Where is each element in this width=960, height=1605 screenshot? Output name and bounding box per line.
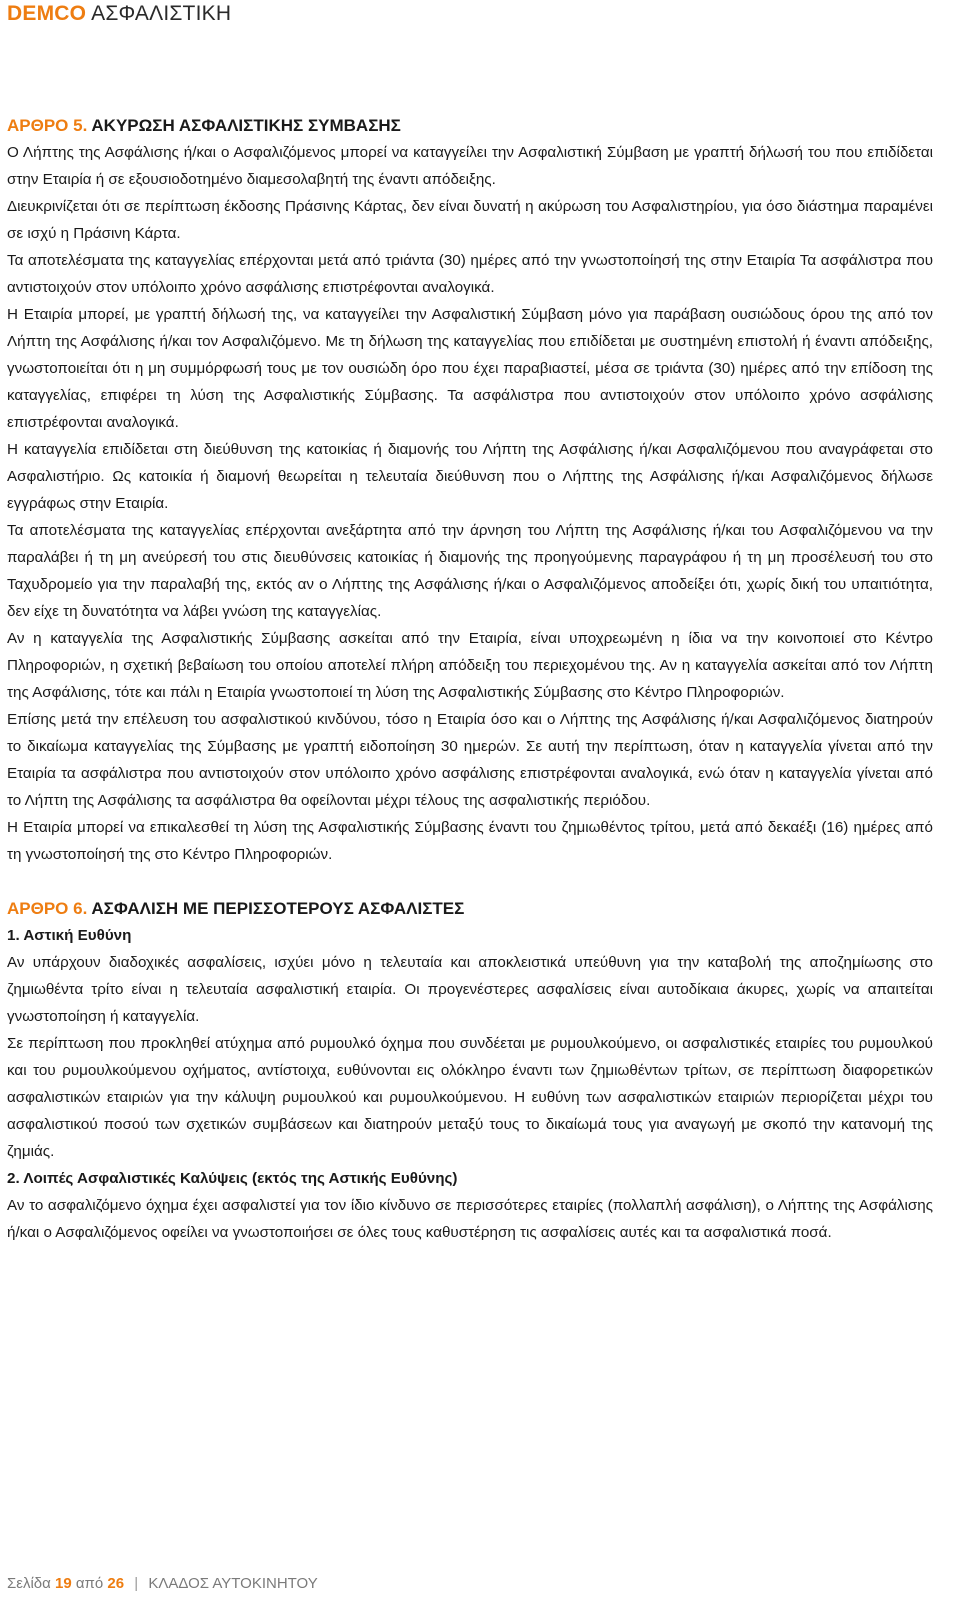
brand-subtitle: ΑΣΦΑΛΙΣΤΙΚΗ: [91, 2, 232, 25]
article-5-heading: [7, 112, 933, 139]
article-6-heading: [7, 895, 933, 922]
section-1-heading: 1. Αστική Ευθύνη: [7, 927, 132, 944]
article-6-title: ΑΣΦΑΛΙΣΗ ΜΕ ΠΕΡΙΣΣΟΤΕΡΟΥΣ ΑΣΦΑΛΙΣΤΕΣ: [91, 899, 465, 918]
page-current: 19: [55, 1575, 72, 1592]
footer-separator: |: [134, 1575, 139, 1592]
document-body: [7, 112, 933, 1246]
brand-logo-text: DEMCO: [7, 2, 87, 25]
article-5-paragraph: Τα αποτελέσματα της καταγγελίας επέρχονται ανεξάρτητα από την άρνηση του Λήπτη της Ασφάλισης ή/και του Ασφαλιζόμενου να την παραλάβει ή τη μη ανεύρεσή του στις διευθύνσεις κατοικίας ή διαμονής της προηγούμενης παραγράφου ή τη μη προσέλευσή του στο Ταχυδρομείο για την παραλαβή της, εκτός αν ο Λήπτης της Ασφάλισης ή/και ο Ασφαλιζόμενος αποδείξει ότι, χωρίς δική του υπαιτιότητα, δεν είχε τη δυνατότητα να λάβει γνώση της καταγγελίας.: [7, 522, 933, 620]
article-5-paragraph: Η Εταιρία μπορεί, με γραπτή δήλωσή της, να καταγγείλει την Ασφαλιστική Σύμβαση μόνο για παράβαση ουσιώδους όρου της από τον Λήπτη της Ασφάλισης ή/και τον Ασφαλιζόμενο. Με τη δήλωση της καταγγελίας που επιδίδεται με συστημένη επιστολή ή έναντι απόδειξης, γνωστοποιείται ότι η μη συμμόρφωσή τους με τον ουσιώδη όρο που έχει παραβιαστεί, μέσα σε τριάντα (30) ημέρες από την επίδοση της καταγγελίας, επιφέρει τη λύση της Ασφαλιστικής Σύμβασης. Τα ασφάλιστρα που αντιστοιχούν στον υπόλοιπο χρόνο ασφάλισης επιστρέφονται αναλογικά.: [7, 306, 933, 431]
article-6-number: ΑΡΘΡΟ 6.: [7, 899, 88, 918]
section-spacer: [7, 868, 933, 895]
page-footer: [7, 1575, 318, 1592]
section-2-paragraph: Αν το ασφαλιζόμενο όχημα έχει ασφαλιστεί για τον ίδιο κίνδυνο σε περισσότερες εταιρίες (πολλαπλή ασφάλιση), ο Λήπτης της Ασφάλισης ή/και ο Ασφαλιζόμενος οφείλει να γνωστοποιήσει σε όλες τους καθυστέρηση τις ασφαλίσεις αυτές και τα ασφαλιστικά ποσά.: [7, 1197, 933, 1241]
article-5-paragraph: Τα αποτελέσματα της καταγγελίας επέρχονται μετά από τριάντα (30) ημέρες από την γνωστοποίησή της στην Εταιρία Τα ασφάλιστρα που αντιστοιχούν στον υπόλοιπο χρόνο ασφάλισης επιστρέφονται αναλογικά.: [7, 252, 933, 296]
article-5-paragraph: Ο Λήπτης της Ασφάλισης ή/και ο Ασφαλιζόμενος μπορεί να καταγγείλει την Ασφαλιστική Σύμβαση με γραπτή δήλωσή του που επιδίδεται στην Εταιρία ή σε εξουσιοδοτημένο διαμεσολαβητή της έναντι απόδειξης.: [7, 144, 933, 188]
article-5-paragraph: Επίσης μετά την επέλευση του ασφαλιστικού κινδύνου, τόσο η Εταιρία όσο και ο Λήπτης της Ασφάλισης ή/και Ασφαλιζόμενος διατηρούν το δικαίωμα καταγγελίας της Σύμβασης με γραπτή ειδοποίηση 30 ημερών. Σε αυτή την περίπτωση, όταν η καταγγελία γίνεται από την Εταιρία τα ασφάλιστρα που αντιστοιχούν στον υπόλοιπο χρόνο ασφάλισης επιστρέφονται αναλογικά, ενώ όταν η καταγγελία γίνεται από το Λήπτη της Ασφάλισης τα ασφάλιστρα θα οφείλονται μέχρι τέλους της ασφαλιστικής περιόδου.: [7, 711, 933, 809]
section-1-paragraph: Αν υπάρχουν διαδοχικές ασφαλίσεις, ισχύει μόνο η τελευταία και αποκλειστικά υπεύθυνη για την καταβολή της αποζημίωσης στο ζημιωθέντα τρίτο είναι η τελευταία ασφαλιστική εταιρία. Οι προγενέστερες ασφαλίσεις είναι αυτοδίκαια άκυρες, χωρίς να απαιτείται γνωστοποίηση ή καταγγελία.: [7, 954, 933, 1025]
page-total: 26: [107, 1575, 125, 1592]
footer-section-name: ΚΛΑΔΟΣ ΑΥΤΟΚΙΝΗΤΟΥ: [148, 1575, 318, 1592]
article-5-paragraph: Αν η καταγγελία της Ασφαλιστικής Σύμβασης ασκείται από την Εταιρία, είναι υποχρεωμένη η ίδια να την κοινοποιεί στο Κέντρο Πληροφοριών, η σχετική βεβαίωση του οποίου αποτελεί πλήρη απόδειξη του περιεχομένου της. Αν η καταγγελία ασκείται από τον Λήπτη της Ασφάλισης, τότε και πάλι η Εταιρία γνωστοποιεί τη λύση της Ασφαλιστικής Σύμβασης στο Κέντρο Πληροφοριών.: [7, 630, 933, 701]
section-1-paragraph: Σε περίπτωση που προκληθεί ατύχημα από ρυμουλκό όχημα που συνδέεται με ρυμουλκούμενο, οι ασφαλιστικές εταιρίες του ρυμουλκού και του ρυμουλκούμενου οχήματος, αντίστοιχα, ευθύνονται εις ολόκληρο έναντι των ζημιωθέντων τρίτων, σε περίπτωση διαφορετικών ασφαλιστικών εταιριών για την κάλυψη ρυμουλκού και ρυμουλκούμενου. Η ευθύνη των ασφαλιστικών εταιριών περιορίζεται μέχρι του ασφαλιστικού ποσού των σχετικών συμβάσεων και διατηρούν μεταξύ τους το δικαίωμά τους για αναγωγή με σκοπό την κατανομή της ζημιάς.: [7, 1035, 933, 1160]
of-word: από: [75, 1575, 104, 1592]
page-word: Σελίδα: [7, 1575, 51, 1592]
article-5-paragraph: Η καταγγελία επιδίδεται στη διεύθυνση της κατοικίας ή διαμονής του Λήπτη της Ασφάλισης ή/και Ασφαλιζόμενου που αναγράφεται στο Ασφαλιστήριο. Ως κατοικία ή διαμονή θεωρείται η τελευταία διεύθυνση που ο Λήπτης της Ασφάλισης ή/και Ασφαλιζόμενος δήλωσε εγγράφως στην Εταιρία.: [7, 441, 933, 512]
article-5-paragraph: Διευκρινίζεται ότι σε περίπτωση έκδοσης Πράσινης Κάρτας, δεν είναι δυνατή η ακύρωση του Ασφαλιστηρίου, για όσο διάστημα παραμένει σε ισχύ η Πράσινη Κάρτα.: [7, 198, 933, 242]
article-5-number: ΑΡΘΡΟ 5.: [7, 116, 88, 135]
article-5-title: ΑΚΥΡΩΣΗ ΑΣΦΑΛΙΣΤΙΚΗΣ ΣΥΜΒΑΣΗΣ: [91, 116, 401, 135]
article-5-paragraph: Η Εταιρία μπορεί να επικαλεσθεί τη λύση της Ασφαλιστικής Σύμβασης έναντι του ζημιωθέντος τρίτου, μετά από δεκαέξι (16) ημέρες από τη γνωστοποίησή της στο Κέντρο Πληροφοριών.: [7, 819, 933, 863]
section-2-heading: 2. Λοιπές Ασφαλιστικές Καλύψεις (εκτός της Αστικής Ευθύνης): [7, 1170, 458, 1187]
page-header: [7, 2, 231, 26]
